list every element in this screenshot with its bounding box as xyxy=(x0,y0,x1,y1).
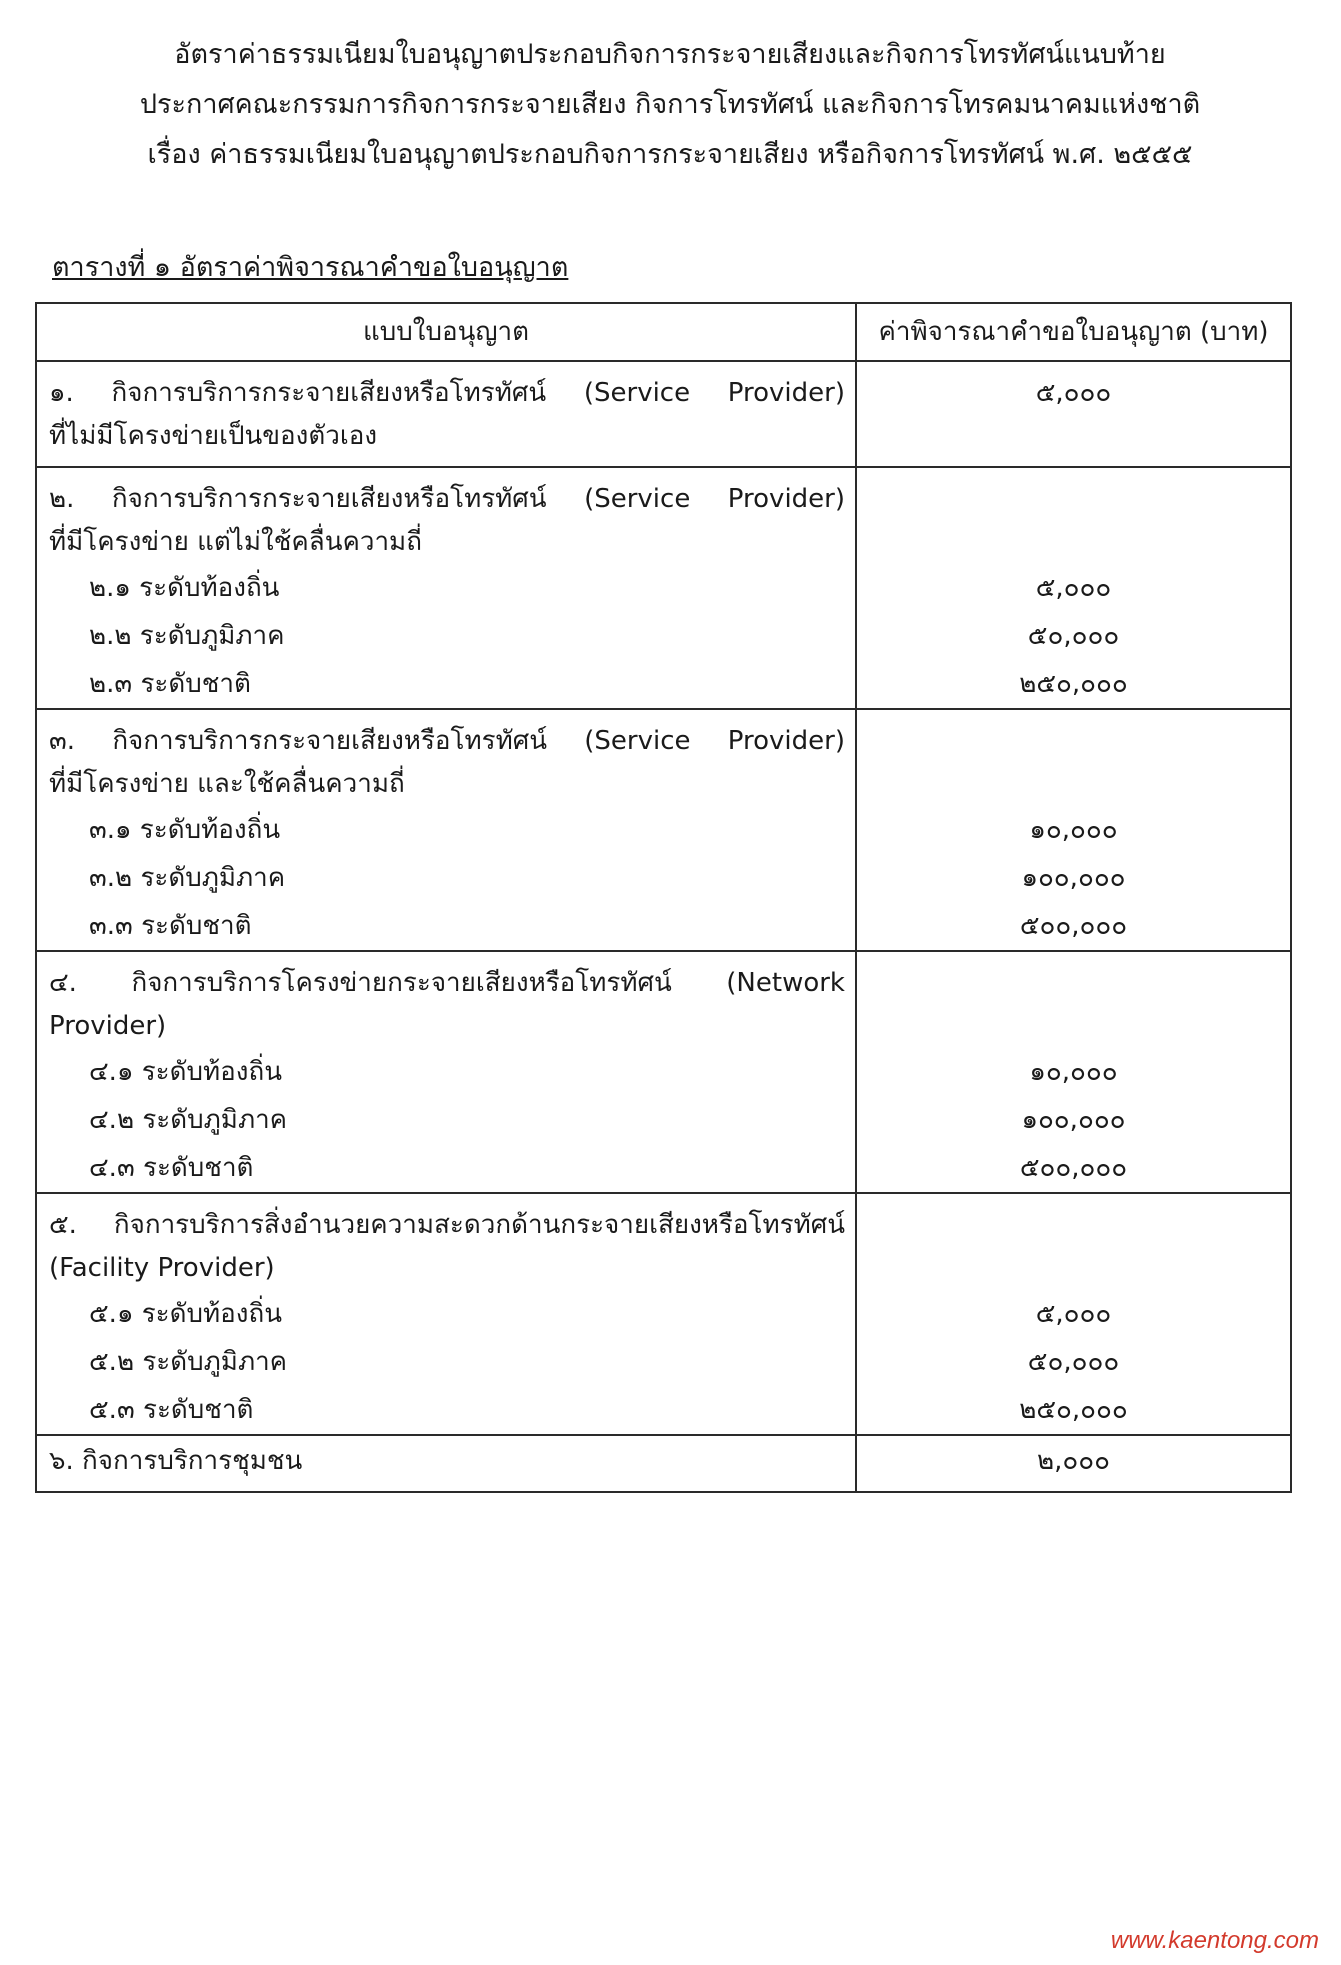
table-row xyxy=(36,361,1291,467)
table-row xyxy=(36,709,1291,951)
row-title-continued: (Facility Provider) xyxy=(49,1253,275,1283)
row-title: ๒. กิจการบริการกระจายเสียงหรือโทรทัศน์ (Service Provider) xyxy=(49,484,845,514)
sub-item-label: ๔.๓ ระดับชาติ xyxy=(89,1153,254,1183)
fee-value: ๒,๐๐๐ xyxy=(1036,1446,1110,1476)
sub-item-label: ๓.๑ ระดับท้องถิ่น xyxy=(89,815,281,845)
sub-item-label: ๒.๑ ระดับท้องถิ่น xyxy=(89,573,280,603)
sub-item-label: ๓.๓ ระดับชาติ xyxy=(89,911,252,941)
fee-cell xyxy=(856,467,1291,709)
fee-value: ๕๐,๐๐๐ xyxy=(1027,621,1120,651)
fee-cell xyxy=(856,1435,1291,1492)
fee-cell xyxy=(856,361,1291,467)
row-title-continued: Provider) xyxy=(49,1011,167,1041)
fee-value: ๑๐,๐๐๐ xyxy=(1029,1057,1118,1087)
fee-value: ๕๐๐,๐๐๐ xyxy=(1019,911,1128,941)
fee-value: ๒๕๐,๐๐๐ xyxy=(1019,1395,1128,1425)
fee-value: ๕,๐๐๐ xyxy=(1035,378,1112,408)
row-title-continued: ที่มีโครงข่าย แต่ไม่ใช้คลื่นความถี่ xyxy=(49,527,422,557)
table-row xyxy=(36,467,1291,709)
fee-value: ๑๐๐,๐๐๐ xyxy=(1021,1105,1126,1135)
fee-value: ๕๐,๐๐๐ xyxy=(1027,1347,1120,1377)
row-title: ๖. กิจการบริการชุมชน xyxy=(49,1446,303,1476)
sub-item-label: ๒.๓ ระดับชาติ xyxy=(89,669,251,699)
table-header-row xyxy=(36,303,1291,361)
fee-value: ๑๐,๐๐๐ xyxy=(1029,815,1118,845)
sub-item-label: ๕.๓ ระดับชาติ xyxy=(89,1395,254,1425)
row-title: ๕. กิจการบริการสิ่งอำนวยความสะดวกด้านกระจายเสียงหรือโทรทัศน์ xyxy=(49,1210,845,1240)
license-type-cell xyxy=(36,1435,856,1492)
header-line-1: อัตราค่าธรรมเนียมใบอนุญาตประกอบกิจการกระจายเสียงและกิจการโทรทัศน์แนบท้าย xyxy=(174,39,1166,70)
license-type-cell xyxy=(36,951,856,1193)
row-title: ๑. กิจการบริการกระจายเสียงหรือโทรทัศน์ (Service Provider) xyxy=(49,378,845,408)
fee-value: ๕,๐๐๐ xyxy=(1035,573,1112,603)
website-watermark: www.kaentong.com xyxy=(1110,1927,1319,1954)
sub-item-label: ๕.๑ ระดับท้องถิ่น xyxy=(89,1299,282,1329)
license-type-cell xyxy=(36,467,856,709)
license-type-cell xyxy=(36,709,856,951)
fee-value: ๒๕๐,๐๐๐ xyxy=(1019,669,1128,699)
sub-item-label: ๔.๒ ระดับภูมิภาค xyxy=(89,1105,288,1135)
header-line-3: เรื่อง ค่าธรรมเนียมใบอนุญาตประกอบกิจการกระจายเสียง หรือกิจการโทรทัศน์ พ.ศ. ๒๕๕๕ xyxy=(147,139,1193,170)
fee-value: ๑๐๐,๐๐๐ xyxy=(1021,863,1126,893)
sub-item-label: ๔.๑ ระดับท้องถิ่น xyxy=(89,1057,282,1087)
sub-item-label: ๒.๒ ระดับภูมิภาค xyxy=(89,621,285,651)
row-title: ๓. กิจการบริการกระจายเสียงหรือโทรทัศน์ (Service Provider) xyxy=(49,726,845,756)
sub-item-label: ๕.๒ ระดับภูมิภาค xyxy=(89,1347,288,1377)
table-row xyxy=(36,1193,1291,1435)
table-row xyxy=(36,1435,1291,1492)
sub-item-label: ๓.๒ ระดับภูมิภาค xyxy=(89,863,286,893)
column-header-fee: ค่าพิจารณาคำขอใบอนุญาต (บาท) xyxy=(856,303,1291,361)
table-title: ตารางที่ ๑ อัตราค่าพิจารณาคำขอใบอนุญาต xyxy=(52,252,569,283)
fee-table xyxy=(35,302,1292,1493)
document-header xyxy=(120,30,1220,180)
row-title-continued: ที่ไม่มีโครงข่ายเป็นของตัวเอง xyxy=(49,421,378,451)
column-header-license-type: แบบใบอนุญาต xyxy=(36,303,856,361)
fee-cell xyxy=(856,951,1291,1193)
table-row xyxy=(36,951,1291,1193)
license-type-cell xyxy=(36,361,856,467)
fee-cell xyxy=(856,709,1291,951)
header-line-2: ประกาศคณะกรรมการกิจการกระจายเสียง กิจการโทรทัศน์ และกิจการโทรคมนาคมแห่งชาติ xyxy=(139,89,1201,120)
fee-value: ๕,๐๐๐ xyxy=(1035,1299,1112,1329)
fee-cell xyxy=(856,1193,1291,1435)
row-title: ๔. กิจการบริการโครงข่ายกระจายเสียงหรือโทรทัศน์ (Network xyxy=(49,968,845,998)
row-title-continued: ที่มีโครงข่าย และใช้คลื่นความถี่ xyxy=(49,769,405,799)
fee-value: ๕๐๐,๐๐๐ xyxy=(1019,1153,1128,1183)
license-type-cell xyxy=(36,1193,856,1435)
